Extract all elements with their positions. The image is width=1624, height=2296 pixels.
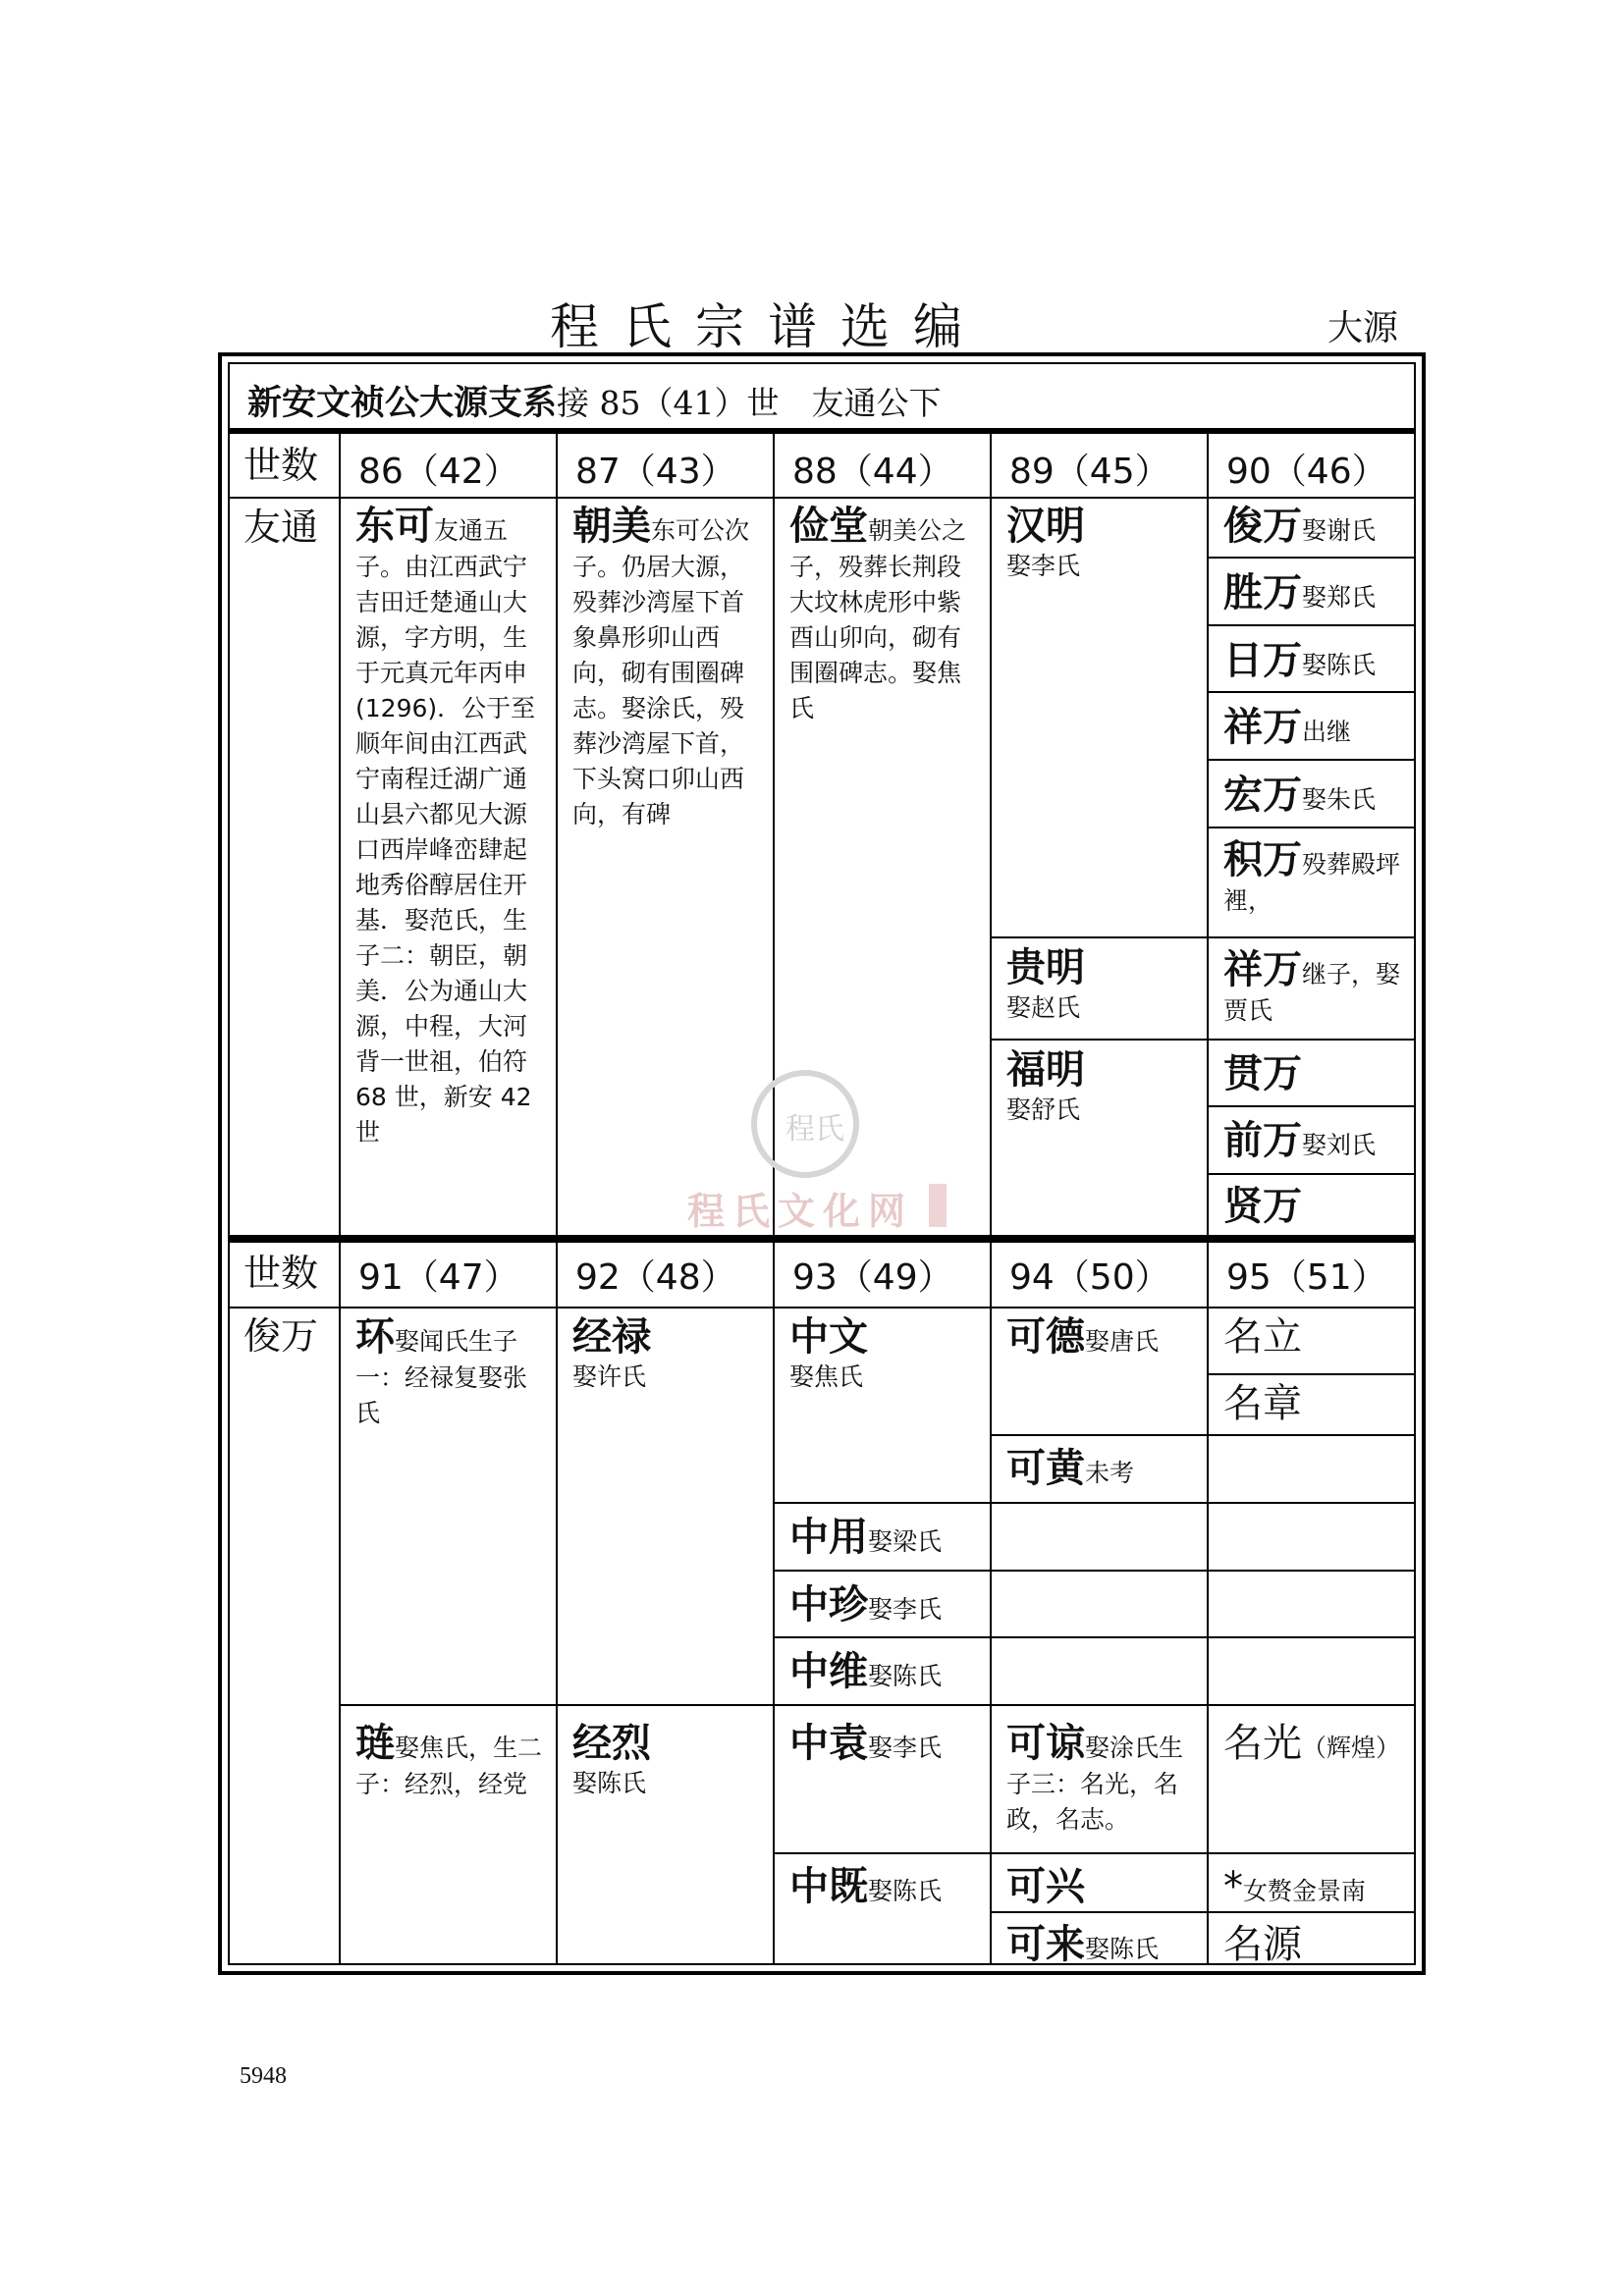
person-name: 可德 [1006,1314,1085,1360]
person-note: 出继 [1302,718,1352,746]
genealogy-entry [1223,1117,1410,1164]
person-name: 贤万 [1223,1184,1302,1229]
person-note: 娶舒氏 [1006,1095,1081,1124]
generation-header: 93（49） [792,1257,953,1298]
grid-line [1207,557,1416,559]
genealogy-entry [1223,772,1410,819]
ancestor-label: 俊万 [244,1314,319,1358]
genealogy-entry [355,1720,548,1802]
person-note: 娶李氏 [1006,552,1081,580]
person-name: 东可 [355,504,434,549]
grid-line [1207,434,1209,1965]
grid-line [990,434,992,1965]
genealogy-entry [355,503,548,1150]
grid-line [990,1434,1416,1436]
genealogy-entry [1223,1313,1410,1361]
person-name: 贯万 [1223,1051,1302,1096]
lineage-branch-title: 新安文祯公大源支系 [247,383,558,423]
person-note: 未考 [1085,1459,1135,1487]
person-note: 朝美公之子，殁葬长荆段大坟林虎形中紫酉山卯向，砌有围圈碑志。娶焦氏 [789,516,967,722]
grid-line [556,434,558,1965]
genealogy-entry [1223,836,1410,919]
person-note: 娶闻氏生子一：经禄复娶张氏 [355,1327,528,1427]
genealogy-entry [1006,503,1199,583]
person-name: 中维 [789,1649,868,1694]
person-name: 福明 [1006,1047,1085,1093]
person-name: 中用 [789,1515,868,1560]
genealogy-entry [1006,944,1199,1025]
genealogy-entry [355,1313,548,1431]
genealogy-entry [1223,1050,1410,1097]
genealogy-entry [1223,1380,1410,1427]
person-note: 娶赵氏 [1006,993,1081,1022]
person-note: 娶朱氏 [1302,785,1377,814]
person-note: 娶焦氏，生二子：经烈，经党 [355,1734,543,1798]
watermark-site-text: 程氏文化网 [687,1190,914,1233]
generation-header: 91（47） [358,1257,519,1298]
genealogy-entry [1006,1921,1199,1968]
genealogy-entry [789,1313,982,1394]
generation-header: 90（46） [1226,452,1387,492]
generation-header: 89（45） [1009,452,1170,492]
generation-header: 92（48） [575,1257,736,1298]
section-separator [228,1235,1416,1243]
person-name: 日万 [1223,638,1302,683]
grid-line [1207,1105,1416,1107]
person-note: 娶涂氏生子三：名光，名政，名志。 [1006,1734,1184,1834]
lineage-header [228,362,1416,434]
person-name: 祥万 [1223,947,1302,992]
person-note: 娶许氏 [572,1362,647,1391]
person-name: 可黄 [1006,1446,1085,1491]
person-name: 胜万 [1223,570,1302,615]
grid-line [1207,691,1416,693]
person-note: 娶陈氏 [868,1662,943,1690]
person-name: 名立 [1223,1314,1302,1360]
genealogy-entry [1223,704,1410,751]
person-note: 东可公次子。仍居大源，殁葬沙湾屋下首象鼻形卯山西向，砌有围圈碑志。娶涂氏，殁葬沙湾屋下首，下头窝口卯山西向，有碑 [572,516,750,828]
person-note: 殁葬殿坪裡， [1223,850,1401,915]
person-note: 娶焦氏 [789,1362,864,1391]
person-name: 环 [355,1314,395,1360]
person-name: 汉明 [1006,504,1085,549]
genealogy-entry [1006,1313,1199,1361]
person-name: 名源 [1223,1922,1302,1967]
genealogy-entry [1223,569,1410,616]
person-name: 前万 [1223,1118,1302,1163]
person-name: 宏万 [1223,773,1302,818]
person-note: 娶陈氏 [868,1877,943,1905]
grid-line [990,936,1416,938]
person-name: 积万 [1223,837,1302,882]
grid-line [773,1570,1416,1572]
genealogy-entry [572,1313,765,1394]
genealogy-entry [1006,1046,1199,1127]
genealogy-entry [1223,637,1410,684]
genealogy-entry [1006,1863,1199,1910]
ancestor-label: 友通 [244,506,319,549]
watermark-stamp-icon [929,1184,947,1227]
person-note: 娶郑氏 [1302,583,1377,612]
generation-header: 86（42） [358,452,519,492]
person-note: （辉煌） [1302,1734,1401,1762]
genealogy-entry [572,503,765,832]
person-name: 可来 [1006,1922,1085,1967]
grid-line [1207,1373,1416,1375]
genealogy-entry [1223,1921,1410,1968]
grid-line [1207,1173,1416,1175]
watermark-seal-text: 程氏 [785,1112,844,1147]
generation-header: 87（43） [575,452,736,492]
person-name: 俊万 [1223,504,1302,549]
person-name: 中既 [789,1864,868,1909]
genealogy-entry [789,1648,982,1695]
person-name: 经烈 [572,1721,651,1766]
person-note: 娶李氏 [868,1734,943,1762]
person-name: 名光 [1223,1721,1302,1766]
person-note: 娶李氏 [868,1595,943,1624]
genealogy-entry [789,1720,982,1767]
person-name: 中文 [789,1314,868,1360]
grid-line [1207,827,1416,828]
genealogy-entry [1223,1863,1410,1910]
person-note: 娶刘氏 [1302,1131,1377,1159]
genealogy-entry [789,1514,982,1561]
genealogy-entry [789,1863,982,1910]
genealogy-entry [1223,1720,1410,1767]
person-name: 祥万 [1223,705,1302,750]
genealogy-entry [789,503,982,726]
genealogy-entry [1006,1720,1199,1838]
person-note: 娶陈氏 [1302,651,1377,679]
genealogy-entry [789,1581,982,1629]
person-note: 女赘金景南 [1243,1877,1367,1905]
grid-line [228,497,1416,499]
person-name: 名章 [1223,1381,1302,1426]
person-note: 娶谢氏 [1302,516,1377,545]
region-label: 大源 [1327,308,1399,348]
person-name: 中珍 [789,1582,868,1628]
generation-label: 世数 [244,1252,319,1295]
person-name: 朝美 [572,504,651,549]
grid-line [773,1852,1416,1854]
person-note: 娶唐氏 [1085,1327,1160,1356]
lineage-branch-subtitle: 接 85（41）世 友通公下 [557,384,942,422]
person-name: 中袁 [789,1721,868,1766]
genealogy-entry [572,1720,765,1800]
person-name: 可兴 [1006,1864,1085,1909]
grid-line [773,1636,1416,1638]
person-name: 可谅 [1006,1721,1085,1766]
grid-line [339,434,341,1965]
grid-line [773,1502,1416,1504]
person-note: 娶梁氏 [868,1527,943,1556]
page-number: 5948 [240,2063,287,2089]
generation-header: 88（44） [792,452,953,492]
genealogy-entry [1223,1183,1410,1230]
lineage-header-text [247,376,942,425]
grid-line [1207,624,1416,626]
person-name: 俭堂 [789,504,868,549]
person-name: 经禄 [572,1314,651,1360]
person-name: * [1223,1864,1243,1909]
genealogy-entry [1006,1445,1199,1492]
person-note: 继子，娶贾氏 [1223,960,1401,1025]
generation-label: 世数 [244,444,319,487]
genealogy-entry [1223,503,1410,550]
person-note: 娶陈氏 [1085,1935,1160,1963]
person-name: 贵明 [1006,945,1085,990]
generation-header: 95（51） [1226,1257,1387,1298]
grid-line [990,1039,1416,1041]
page-title: 程氏宗谱选编 [550,298,986,355]
person-note: 娶陈氏 [572,1769,647,1797]
grid-line [339,1704,1416,1706]
grid-line [228,1307,1416,1308]
grid-line [1207,759,1416,761]
genealogy-entry [1223,946,1410,1029]
person-name: 琏 [355,1721,395,1766]
generation-header: 94（50） [1009,1257,1170,1298]
grid-line [990,1911,1416,1913]
person-note: 友通五子。由江西武宁吉田迁楚通山大源，字方明，生于元真元年丙申(1296)．公于至顺年间由江西武宁南程迁湖广通山县六都见大源口西岸峰峦肆起地秀俗醇居住开基．娶范氏，生子二：朝臣，朝美．公为通山大源，中程，大河背一世祖，伯符 68 世，新安 42 世 [355,516,536,1147]
